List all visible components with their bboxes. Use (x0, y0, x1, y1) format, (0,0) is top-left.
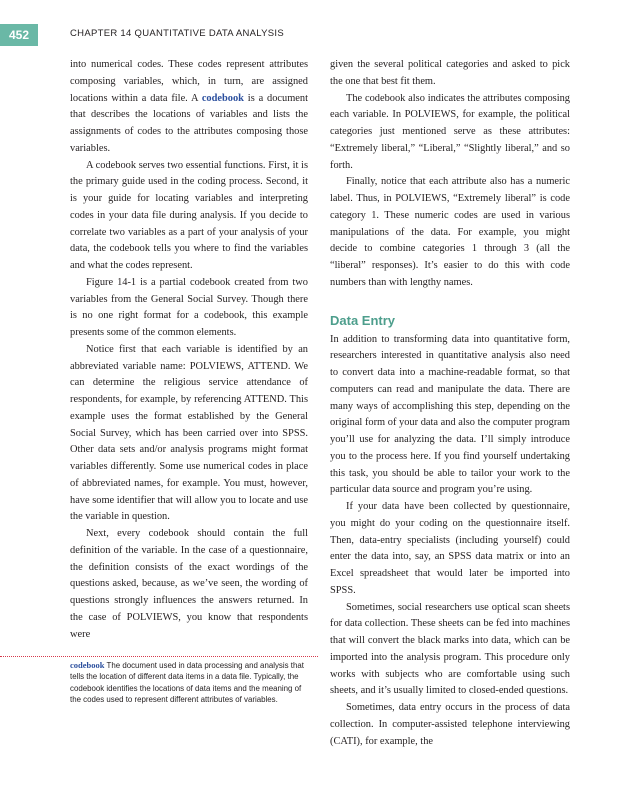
paragraph: Sometimes, data entry occurs in the process of data collection. In computer-assisted telephone interviewing (CATI), for example, the (330, 702, 570, 747)
glossary-term: codebook (70, 660, 105, 670)
paragraph: A codebook serves two essential functions. First, it is the primary guide used in the coding process. Second, it is your guide for locating variables and interpreting codes in your data file during analysis. If you decide to correlate two variables as a part of your analysis of your data, the codebook tells you where to find the variables and what the codes represent. (70, 159, 308, 271)
paragraph: The codebook also indicates the attributes composing each variable. In POLVIEWS, for example, the political categories just mentioned serve as these attributes: “Extremely liberal,” “Liberal,” “Slightly liberal,” and so forth. (330, 92, 570, 171)
paragraph: Figure 14-1 is a partial codebook created from two variables from the General Social Survey. Though there is no one right format for a codebook, this example presents some of the common elements. (70, 276, 308, 338)
paragraph: Notice first that each variable is identified by an abbreviated variable name: POLVIEWS, ATTEND. We can determine the religious service attendance of respondents, for example, by referencing ATTEND. This example uses the format established by the General Social Survey, which has been carried over into SPSS. Other data sets and/or analysis programs might format variables differently. Some use numerical codes in place of abbreviated names, for example. You must, however, have some identifier that will allow you to locate and use the variable in question. (70, 343, 308, 523)
glossary-definition: The document used in data processing and analysis that tells the location of different data items in a data file. Typically, the codebook identifies the locations of data items and the meaning of the codes used to represent different attributes of variables. (70, 661, 304, 705)
paragraph: Sometimes, social researchers use optical scan sheets for data collection. These sheets can be fed into machines that will convert the black marks into data, which can be imported into the analysis program. This procedure only works with subjects who are comfortable using such sheets, and it’s usually limited to closed-ended questions. (330, 601, 570, 697)
running-header (0, 24, 636, 46)
text-run: is a document that describes the locations of variables and lists the assignments of codes to the attributes composing those variables. (70, 92, 308, 154)
paragraph (70, 57, 308, 158)
page-number: 452 (0, 24, 38, 46)
text-run: into numerical codes. These codes represent attributes composing variables, which, in turn, are assigned locations within a data file. A (70, 59, 308, 104)
section-heading: Data Entry (330, 312, 396, 328)
glossary-note (70, 660, 314, 706)
paragraph: Next, every codebook should contain the full definition of the variable. In the case of a questionnaire, the definition consists of the exact wordings of the questions asked, because, as we’ve seen, the wording of questions strongly influences the answers returned. In the case of POLVIEWS, you know that respondents were (70, 528, 308, 640)
key-term: codebook (201, 92, 244, 104)
paragraph: given the several political categories and asked to pick the one that best fit them. (330, 59, 570, 87)
paragraph: If your data have been collected by questionnaire, you might do your coding on the questionnaire itself. Then, data-entry specialists (including yourself) could enter the data into, say, an SPSS data matrix or into an Excel spreadsheet that would later be imported into SPSS. (330, 501, 570, 596)
paragraph: In addition to transforming data into quantitative form, researchers interested in quantitative analysis also need to convert data into a machine-readable format, so that computers can read and manipulate the data. There are many ways of accomplishing this step, depending on the original form of your data and also the computer program you’ll use for analyzing the data. I’ll simply introduce you to the process here. If you find yourself undertaking this task, you should be able to tailor your work to the particular data source and program you’re using. (330, 333, 570, 496)
paragraph: Finally, notice that each attribute also has a numeric label. Thus, in POLVIEWS, “Extremely liberal” is code category 1. These numeric codes are used in various manipulations of the data. For example, you might decide to combine categories 1 through 3 (all the “liberal” responses). It’s easier to do this with code numbers than with lengthy names. (330, 176, 570, 288)
glossary-divider (0, 656, 318, 657)
right-column (330, 57, 570, 750)
left-column (70, 57, 308, 643)
chapter-title: CHAPTER 14 QUANTITATIVE DATA ANALYSIS (70, 28, 284, 39)
